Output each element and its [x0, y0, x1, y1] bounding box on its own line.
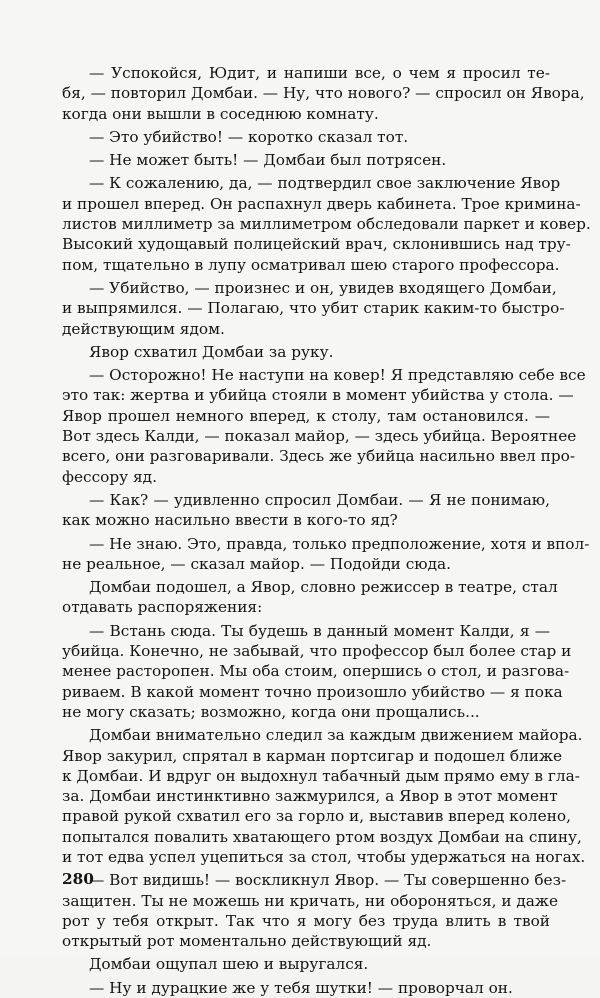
text-line: — Осторожно! Не наступи на ковер! Я представляю себе все	[89, 366, 586, 385]
text-line: не реальное, — сказал майор. — Подойди сюда.	[62, 554, 451, 573]
body-text	[62, 63, 591, 998]
text-line: это так: жертва и убийца стояли в момент убийства у стола. —	[62, 386, 574, 405]
text-line: — Не может быть! — Домбаи был потрясен.	[89, 151, 447, 170]
text-line: Домбаи подошел, а Явор, словно режиссер в театре, стал	[89, 578, 558, 597]
text-line: — Ну и дурацкие же у тебя шутки! — проворчал он.	[89, 978, 513, 997]
text-line: Явор прошел немного вперед, к столу, там остановился. —	[62, 406, 550, 425]
text-line: Высокий худощавый полицейский врач, склонившись над тру-	[62, 235, 571, 254]
text-line: действующим ядом.	[62, 319, 225, 338]
text-line: когда они вышли в соседнюю комнату.	[62, 104, 379, 123]
text-line: бя, — повторил Домбаи. — Ну, что нового? — спросил он Явора,	[62, 84, 585, 103]
text-line: пом, тщательно в лупу осматривал шею старого профессора.	[62, 255, 560, 274]
text-line: не могу сказать; возможно, когда они прощались...	[62, 702, 480, 721]
text-line: — Как? — удивленно спросил Домбаи. — Я не понимаю,	[89, 490, 550, 509]
text-line: и выпрямился. — Полагаю, что убит старик каким-то быстро-	[62, 299, 565, 318]
text-line: за. Домбаи инстинктивно зажмурился, а Явор в этот момент	[62, 787, 558, 806]
text-line: и тот едва успел уцепиться за стол, чтобы удержаться на ногах.	[62, 847, 586, 866]
text-line: — Убийство, — произнес и он, увидев входящего Домбаи,	[89, 278, 557, 297]
text-line: Домбаи ощупал шею и выругался.	[89, 955, 369, 974]
text-line: как можно насильно ввести в кого-то яд?	[62, 511, 398, 530]
text-line: открытый рот моментально действующий яд.	[62, 932, 432, 951]
text-line: и прошел вперед. Он распахнул дверь кабинета. Трое кримина-	[62, 194, 581, 213]
page-number: 280	[62, 870, 94, 888]
text-line: отдавать распоряжения:	[62, 598, 263, 617]
text-line: убийца. Конечно, не забывай, что профессор был более стар и	[62, 642, 572, 661]
text-line: Вот здесь Калди, — показал майор, — здесь убийца. Вероятнее	[62, 427, 577, 446]
text-line: — К сожалению, да, — подтвердил свое заключение Явор	[89, 174, 561, 193]
text-line: — Встань сюда. Ты будешь в данный момент Калди, я —	[89, 621, 550, 640]
text-line: попытался повалить хватающего ртом воздух Домбаи на спину,	[62, 827, 582, 846]
text-line: — Не знаю. Это, правда, только предположение, хотя и впол-	[89, 534, 590, 553]
text-line: Домбаи внимательно следил за каждым движением майора.	[89, 726, 583, 745]
text-line: — Вот видишь! — воскликнул Явор. — Ты совершенно без-	[89, 871, 567, 890]
text-line: рот у тебя открыт. Так что я могу без труда влить в твой	[62, 911, 550, 930]
text-line: к Домбаи. И вдруг он выдохнул табачный дым прямо ему в гла-	[62, 766, 580, 785]
text-line: правой рукой схватил его за горло и, выставив вперед колено,	[62, 807, 571, 826]
text-line: Явор схватил Домбаи за руку.	[89, 342, 334, 361]
text-line: защитен. Ты не можешь ни кричать, ни обороняться, и даже	[62, 891, 559, 910]
text-line: листов миллиметр за миллиметром обследовали паркет и ковер.	[62, 215, 591, 234]
text-line: всего, они разговаривали. Здесь же убийца насильно ввел про-	[62, 447, 575, 466]
text-line: — Успокойся, Юдит, и напиши все, о чем я просил те-	[89, 64, 550, 82]
text-line: менее расторопен. Мы оба стоим, опершись о стол, и разгова-	[62, 662, 570, 681]
text-line: фессору яд.	[62, 467, 157, 486]
text-line: Явор закурил, спрятал в карман портсигар и подошел ближе	[62, 746, 563, 765]
text-line: риваем. В какой момент точно произошло убийство — я пока	[62, 682, 563, 701]
text-line: — Это убийство! — коротко сказал тот.	[89, 127, 409, 146]
